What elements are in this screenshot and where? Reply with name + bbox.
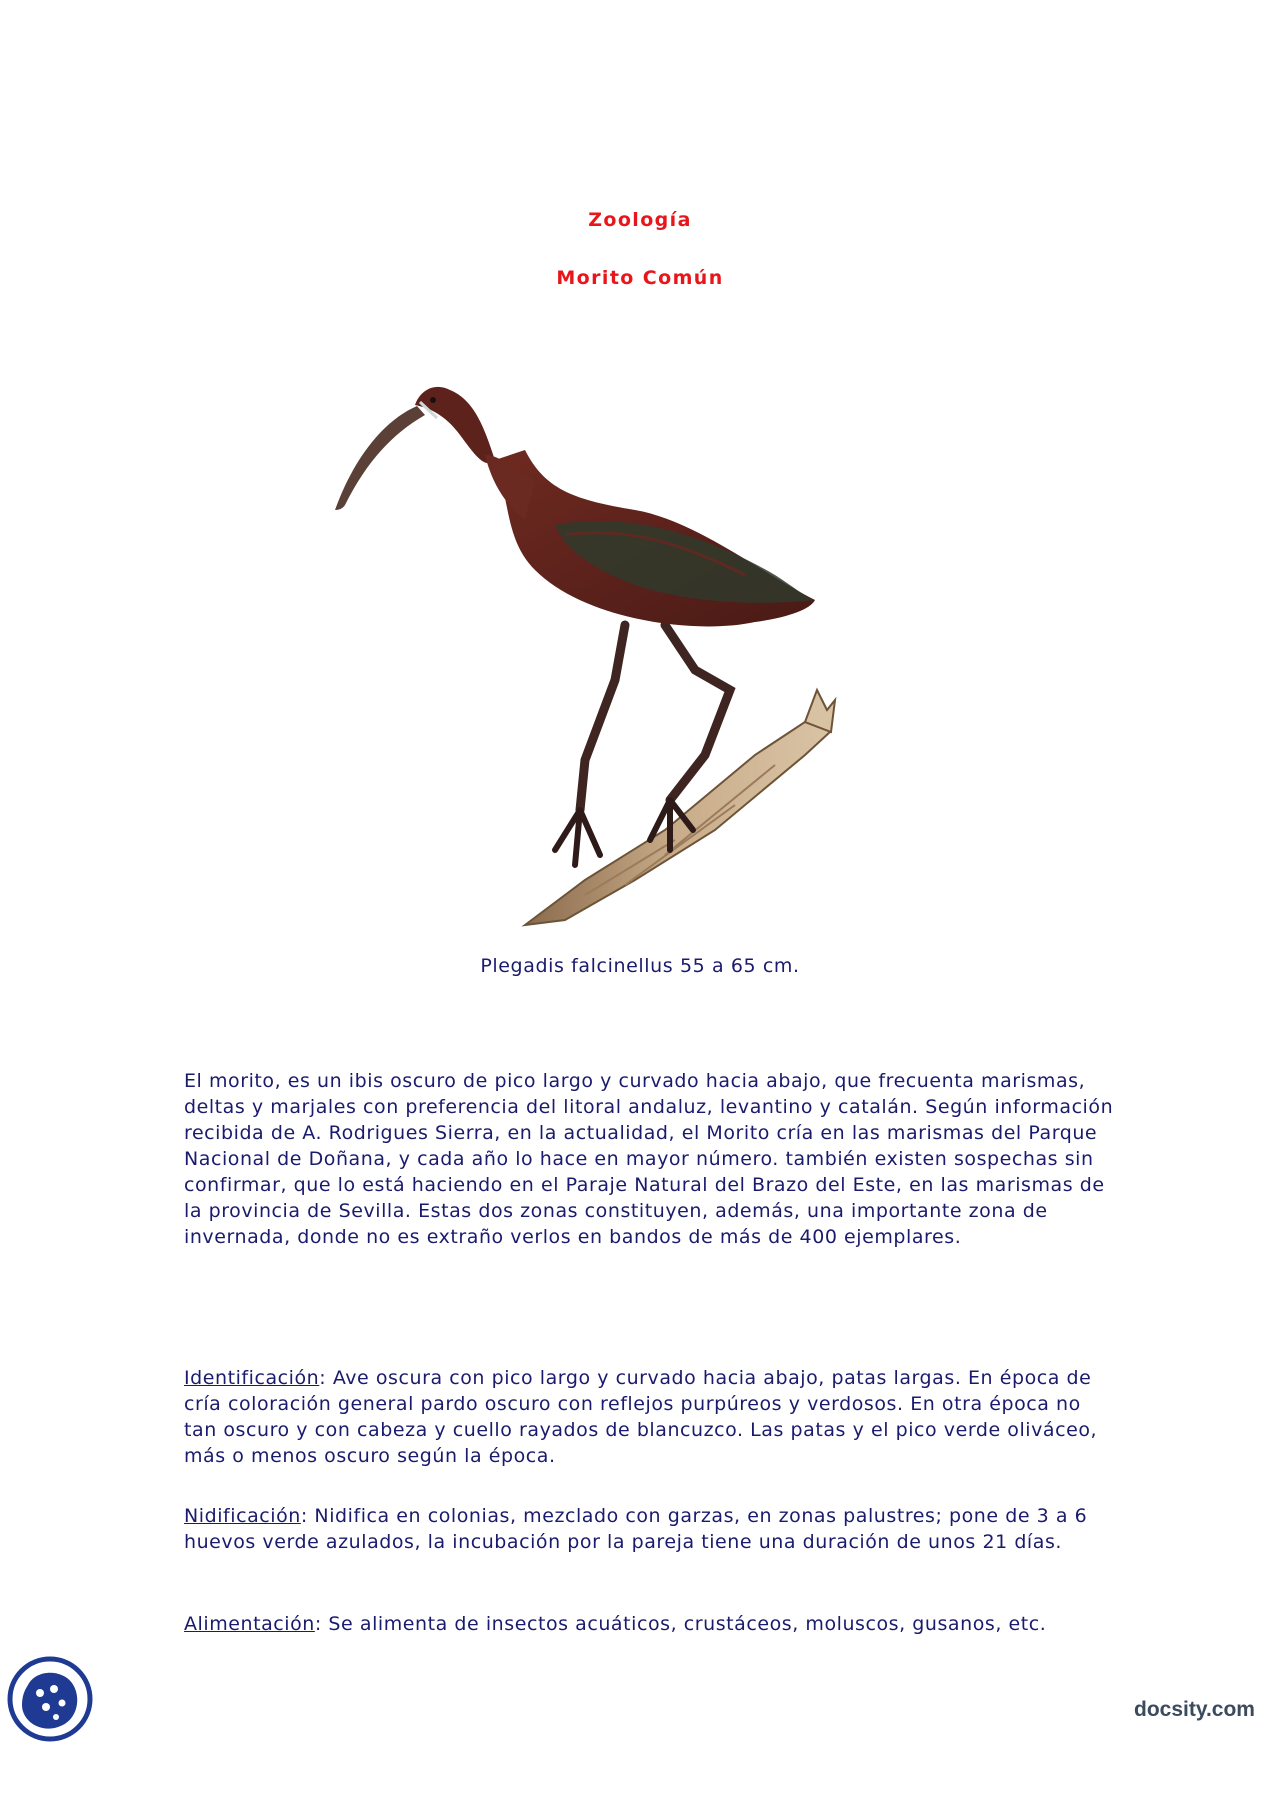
diet-label: Alimentación xyxy=(184,1613,315,1635)
subject-heading: Zoología xyxy=(588,209,692,231)
diet-text: : Se alimenta de insectos acuáticos, crustáceos, moluscos, gusanos, etc. xyxy=(314,1613,1047,1635)
docsity-logo-icon[interactable] xyxy=(6,1655,94,1743)
figure-caption: Plegadis falcinellus 55 a 65 cm. xyxy=(480,955,800,977)
nesting-text: : Nidifica en colonias, mezclado con garzas, en zonas palustres; pone de 3 a 6 huevos verde azulados, la incubación por la pareja tiene una duración de unos 21 días. xyxy=(184,1505,1088,1553)
identification-text: : Ave oscura con pico largo y curvado hacia abajo, patas largas. En época de cría coloración general pardo oscuro con reflejos purpúreos y verdosos. En otra época no tan oscuro y con cabeza y cuello rayados de blancuzco. Las patas y el pico verde oliváceo, más o menos oscuro según la época. xyxy=(184,1367,1098,1467)
glossy-ibis-illustration-icon xyxy=(335,360,955,930)
nesting-paragraph xyxy=(184,1503,1114,1555)
page-title: Morito Común xyxy=(556,267,724,289)
identification-paragraph xyxy=(184,1365,1114,1469)
docsity-brand-link[interactable]: docsity.com xyxy=(1134,1698,1255,1721)
intro-paragraph: El morito, es un ibis oscuro de pico largo y curvado hacia abajo, que frecuenta marismas, deltas y marjales con preferencia del litoral andaluz, levantino y catalán. Según información recibida de A. Rodrigues Sierra, en la actualidad, el Morito cría en las marismas del Parque Nacional de Doñana, y cada año lo hace en mayor número. también existen sospechas sin confirmar, que lo está haciendo en el Paraje Natural del Brazo del Este, en las marismas de la provincia de Sevilla. Estas dos zonas constituyen, además, una importante zona de invernada, donde no es extraño verlos en bandos de más de 400 ejemplares. xyxy=(184,1070,1114,1248)
diet-paragraph xyxy=(184,1611,1114,1637)
nesting-label: Nidificación xyxy=(184,1505,301,1527)
identification-label: Identificación xyxy=(184,1367,320,1389)
